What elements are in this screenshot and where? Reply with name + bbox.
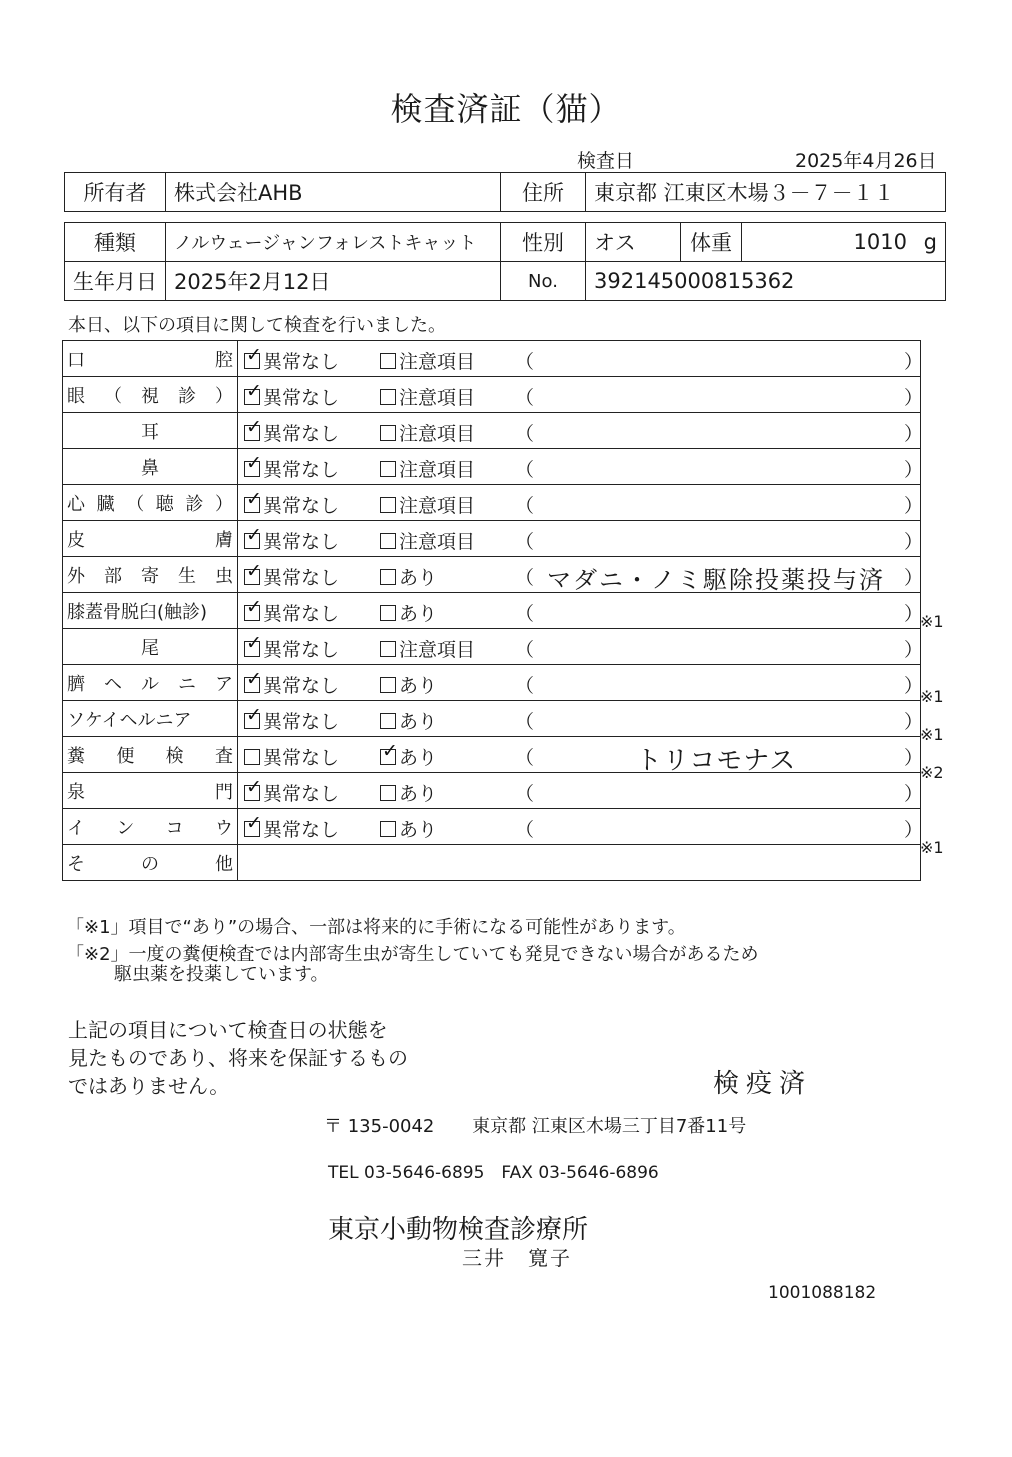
option-abnormal-label: 注意項目 — [399, 531, 476, 553]
checkbox-icon[interactable] — [244, 785, 260, 801]
item-name-char: 腔 — [215, 349, 233, 371]
item-name-char: 尾 — [141, 637, 159, 659]
inspection-date: 2025年4月26日 — [795, 150, 937, 172]
item-name-char: 便 — [116, 745, 135, 767]
clinic-address-line — [324, 1112, 746, 1138]
footnote-mark: ※1 — [920, 838, 944, 858]
option-normal-label: 異常なし — [263, 459, 340, 481]
item-body — [238, 773, 924, 809]
no-value: 392145000815362 — [586, 262, 946, 301]
inspection-row — [63, 701, 921, 737]
close-paren: ） — [904, 531, 924, 553]
option-normal[interactable] — [244, 527, 339, 554]
item-name-text — [67, 598, 233, 624]
item-name-char: 虫 — [215, 565, 233, 587]
inspection-row — [63, 809, 921, 845]
option-abnormal[interactable] — [380, 347, 475, 374]
item-name-char: ） — [215, 385, 233, 407]
item-name-text — [67, 490, 233, 516]
option-normal[interactable] — [244, 779, 339, 806]
close-paren: ） — [904, 423, 924, 445]
item-name-char: 臓 — [96, 493, 115, 515]
option-normal-label: 異常なし — [263, 567, 340, 589]
option-normal-label: 異常なし — [263, 603, 340, 625]
item-name-char: イ — [67, 817, 85, 839]
weight-label: 体重 — [681, 223, 742, 262]
close-paren: ） — [904, 387, 924, 409]
option-normal-label: 異常なし — [263, 351, 340, 373]
checkbox-icon[interactable] — [380, 389, 396, 405]
checkbox-icon[interactable] — [244, 461, 260, 477]
other-label-text — [67, 850, 233, 876]
item-name-char: ル — [141, 673, 159, 695]
item-name-text — [67, 742, 233, 768]
item-name — [63, 341, 238, 377]
item-name-char: ヘ — [104, 673, 122, 695]
option-normal[interactable] — [244, 599, 339, 626]
option-abnormal[interactable] — [380, 779, 437, 806]
inspection-date-label: 検査日 — [577, 150, 635, 172]
item-name-char: ウ — [214, 817, 233, 839]
item-name-text — [67, 418, 233, 444]
checkbox-icon[interactable] — [380, 641, 396, 657]
item-name-char: 査 — [214, 745, 233, 767]
inspection-row — [63, 485, 921, 521]
sex-value: オス — [586, 223, 681, 262]
option-abnormal-label: あり — [399, 567, 438, 589]
open-paren: （ — [515, 603, 535, 625]
item-name-char: 臍 — [67, 673, 85, 695]
item-name-char: 糞 — [67, 745, 85, 767]
item-name-text — [67, 346, 233, 372]
option-normal[interactable] — [244, 707, 339, 734]
open-paren: （ — [515, 711, 535, 733]
inspection-row-other — [63, 845, 921, 881]
inspection-row — [63, 665, 921, 701]
option-abnormal-label: あり — [399, 711, 438, 733]
checkbox-icon[interactable] — [244, 533, 260, 549]
item-name-char: コ — [165, 817, 184, 839]
item-name-char: 検 — [165, 745, 184, 767]
option-normal-label: 異常なし — [263, 711, 340, 733]
item-body — [238, 449, 924, 485]
option-abnormal[interactable] — [380, 599, 437, 626]
item-name-char: ） — [214, 493, 233, 515]
item-name — [63, 557, 238, 593]
checkbox-icon[interactable] — [244, 641, 260, 657]
item-name-char: （ — [126, 493, 145, 515]
item-name-char: 診 — [178, 385, 196, 407]
item-name-text — [67, 634, 233, 660]
option-abnormal-label: あり — [399, 603, 438, 625]
item-name-char: そ — [67, 853, 85, 875]
address-value: 東京都 江東区木場３－７－１１ — [586, 173, 946, 212]
item-name-text — [67, 706, 233, 732]
weight-unit: g — [923, 230, 937, 254]
item-name-text — [67, 526, 233, 552]
option-normal-label: 異常なし — [263, 819, 340, 841]
item-name-text — [67, 814, 233, 840]
item-name-char: 膚 — [215, 529, 233, 551]
option-normal[interactable] — [244, 635, 339, 662]
item-name-char: 門 — [215, 781, 233, 803]
disclaimer-line: ではありません。 — [68, 1074, 230, 1098]
option-abnormal-label: 注意項目 — [399, 495, 476, 517]
quarantine-stamp: 検疫済 — [713, 1069, 813, 1099]
serial-number: 1001088182 — [768, 1283, 877, 1303]
owner-table — [64, 172, 946, 212]
open-paren: （ — [515, 675, 535, 697]
checkbox-icon[interactable] — [380, 353, 396, 369]
option-normal-label: 異常なし — [263, 531, 340, 553]
item-body — [238, 377, 924, 413]
birth-label: 生年月日 — [65, 262, 166, 301]
weight-value: 1010 — [853, 230, 907, 254]
inspection-row — [63, 737, 921, 773]
close-paren: ） — [904, 603, 924, 625]
checkbox-icon[interactable] — [380, 497, 396, 513]
item-comment: マダニ・ノミ駆除投薬投与済 — [547, 566, 885, 594]
option-normal-label: 異常なし — [263, 387, 340, 409]
checkbox-icon[interactable] — [244, 497, 260, 513]
option-abnormal-label: あり — [399, 747, 438, 769]
item-body — [238, 665, 924, 701]
checkbox-icon[interactable] — [380, 749, 396, 765]
close-paren: ） — [904, 639, 924, 661]
option-abnormal[interactable] — [380, 491, 475, 518]
intro-text: 本日、以下の項目に関して検査を行いました。 — [68, 315, 446, 336]
option-abnormal[interactable] — [380, 563, 437, 590]
item-body — [238, 485, 924, 521]
close-paren: ） — [904, 711, 924, 733]
item-name-char: 生 — [178, 565, 196, 587]
option-abnormal[interactable] — [380, 671, 437, 698]
item-name-char: 心 — [67, 493, 85, 515]
item-body — [238, 701, 924, 737]
option-abnormal-label: あり — [399, 675, 438, 697]
option-abnormal-label: 注意項目 — [399, 639, 476, 661]
item-name — [63, 701, 238, 737]
birth-value: 2025年2月12日 — [166, 262, 501, 301]
footnote-mark: ※1 — [920, 687, 944, 707]
close-paren: ） — [904, 783, 924, 805]
option-abnormal-label: 注意項目 — [399, 387, 476, 409]
checkbox-icon[interactable] — [244, 677, 260, 693]
open-paren: （ — [515, 351, 535, 373]
open-paren: （ — [515, 531, 535, 553]
checkbox-icon[interactable] — [244, 389, 260, 405]
checkbox-icon[interactable] — [244, 821, 260, 837]
weight-cell — [742, 223, 946, 262]
option-normal[interactable] — [244, 743, 339, 770]
option-normal[interactable] — [244, 419, 339, 446]
option-abnormal[interactable] — [380, 455, 475, 482]
pet-table — [64, 222, 946, 301]
item-name — [63, 809, 238, 845]
item-name-char: 口 — [67, 349, 85, 371]
open-paren: （ — [515, 423, 535, 445]
item-name-char: 寄 — [141, 565, 159, 587]
checkbox-icon[interactable] — [380, 785, 396, 801]
item-body — [238, 593, 924, 629]
item-name — [63, 629, 238, 665]
close-paren: ） — [904, 819, 924, 841]
no-label: No. — [501, 262, 586, 301]
open-paren: （ — [515, 567, 535, 589]
item-name-text — [67, 670, 233, 696]
footnote-mark: ※1 — [920, 725, 944, 744]
disclaimer — [68, 1016, 408, 1100]
item-name-text — [67, 778, 233, 804]
option-normal[interactable] — [244, 383, 339, 410]
inspection-row — [63, 521, 921, 557]
item-name — [63, 485, 238, 521]
clinic-postal: 〒 135-0042 — [324, 1116, 435, 1137]
inspection-row — [63, 413, 921, 449]
note-2-line1: 「※2」一度の糞便検査では内部寄生虫が寄生していても発見できない場合があるため — [66, 944, 759, 965]
option-normal[interactable] — [244, 455, 339, 482]
checkbox-icon[interactable] — [380, 713, 396, 729]
item-name — [63, 413, 238, 449]
option-normal-label: 異常なし — [263, 639, 340, 661]
item-name-char: 外 — [67, 565, 85, 587]
item-name — [63, 737, 238, 773]
item-name-char: 膝蓋骨脱臼(触診) — [67, 601, 208, 623]
document-title: 検査済証（猫） — [390, 90, 622, 128]
item-name-text — [67, 454, 233, 480]
option-normal-label: 異常なし — [263, 747, 340, 769]
option-abnormal[interactable] — [380, 707, 437, 734]
checkbox-icon[interactable] — [380, 461, 396, 477]
item-name-char: 鼻 — [141, 457, 159, 479]
breed-value: ノルウェージャンフォレストキャット — [166, 223, 501, 262]
item-body — [238, 629, 924, 665]
checkbox-icon[interactable] — [380, 533, 396, 549]
inspection-row — [63, 629, 921, 665]
item-name — [63, 521, 238, 557]
item-name — [63, 593, 238, 629]
open-paren: （ — [515, 639, 535, 661]
option-normal[interactable] — [244, 671, 339, 698]
option-normal-label: 異常なし — [263, 423, 340, 445]
other-body — [238, 845, 921, 881]
inspection-row — [63, 557, 921, 593]
inspection-row — [63, 341, 921, 377]
footnote-mark: ※2 — [920, 762, 944, 782]
checkbox-icon[interactable] — [380, 677, 396, 693]
option-abnormal[interactable] — [380, 383, 475, 410]
option-abnormal[interactable] — [380, 527, 475, 554]
clinic-name: 東京小動物検査診療所 — [328, 1215, 589, 1245]
item-name-char: 視 — [141, 385, 159, 407]
note-2-line2: 駆虫薬を投薬しています。 — [114, 964, 329, 985]
checkbox-icon[interactable] — [244, 569, 260, 585]
option-normal-label: 異常なし — [263, 495, 340, 517]
item-body — [238, 737, 924, 776]
option-abnormal[interactable] — [380, 815, 437, 842]
item-body — [238, 341, 924, 377]
inspection-row — [63, 449, 921, 485]
checkbox-icon[interactable] — [380, 821, 396, 837]
item-name-char: 聴 — [155, 493, 174, 515]
item-body — [238, 413, 924, 449]
veterinarian-name: 三井 寛子 — [462, 1246, 572, 1270]
item-name — [63, 773, 238, 809]
item-name-char: 部 — [104, 565, 122, 587]
option-normal[interactable] — [244, 815, 339, 842]
owner-label: 所有者 — [65, 173, 166, 212]
item-name-char: 眼 — [67, 385, 85, 407]
open-paren: （ — [515, 747, 535, 769]
open-paren: （ — [515, 819, 535, 841]
option-normal[interactable] — [244, 491, 339, 518]
item-name-char: 診 — [185, 493, 204, 515]
item-name-char: 他 — [215, 853, 233, 875]
inspection-row — [63, 593, 921, 629]
option-normal[interactable] — [244, 563, 339, 590]
checkbox-icon[interactable] — [244, 605, 260, 621]
clinic-address: 東京都 江東区木場三丁目7番11号 — [472, 1116, 747, 1137]
address-label: 住所 — [501, 173, 586, 212]
option-normal[interactable] — [244, 347, 339, 374]
option-abnormal-label: あり — [399, 783, 438, 805]
item-name-char: の — [141, 853, 159, 875]
item-body — [238, 557, 924, 594]
item-name-text — [67, 382, 233, 408]
option-abnormal-label: 注意項目 — [399, 351, 476, 373]
close-paren: ） — [904, 495, 924, 517]
open-paren: （ — [515, 459, 535, 481]
option-abnormal-label: あり — [399, 819, 438, 841]
close-paren: ） — [904, 459, 924, 481]
close-paren: ） — [904, 747, 924, 769]
item-name — [63, 665, 238, 701]
disclaimer-line: 見たものであり、将来を保証するもの — [68, 1046, 408, 1070]
owner-value: 株式会社AHB — [166, 173, 501, 212]
option-abnormal[interactable] — [380, 635, 475, 662]
option-abnormal-label: 注意項目 — [399, 459, 476, 481]
note-1: 「※1」項目で“あり”の場合、一部は将来的に手術になる可能性があります。 — [66, 917, 686, 938]
item-name-char: ン — [116, 817, 135, 839]
inspection-row — [63, 773, 921, 809]
option-normal-label: 異常なし — [263, 783, 340, 805]
close-paren: ） — [904, 675, 924, 697]
item-name — [63, 377, 238, 413]
item-name-char: ソケイヘルニア — [67, 709, 192, 731]
item-name-char: 泉 — [67, 781, 85, 803]
item-body — [238, 809, 924, 845]
item-comment: トリコモナス — [635, 746, 797, 776]
clinic-tel-fax: TEL 03-5646-6895 FAX 03-5646-6896 — [328, 1163, 659, 1183]
checkbox-icon[interactable] — [244, 353, 260, 369]
item-body — [238, 521, 924, 557]
close-paren: ） — [904, 351, 924, 373]
item-name-text — [67, 562, 233, 588]
breed-label: 種類 — [65, 223, 166, 262]
other-label — [63, 845, 238, 881]
item-name-char: 皮 — [67, 529, 85, 551]
footnote-mark: ※1 — [920, 611, 944, 631]
item-name-char: ニ — [178, 673, 196, 695]
disclaimer-line: 上記の項目について検査日の状態を — [68, 1018, 388, 1042]
item-name-char: ア — [215, 673, 233, 695]
option-abnormal[interactable] — [380, 743, 437, 770]
close-paren: ） — [904, 567, 924, 589]
open-paren: （ — [515, 387, 535, 409]
checkbox-icon[interactable] — [380, 605, 396, 621]
item-name-char: 耳 — [141, 421, 159, 443]
checkbox-icon[interactable] — [244, 425, 260, 441]
inspection-table — [62, 340, 924, 881]
checkbox-icon[interactable] — [244, 749, 260, 765]
option-abnormal[interactable] — [380, 419, 475, 446]
open-paren: （ — [515, 495, 535, 517]
checkbox-icon[interactable] — [380, 425, 396, 441]
sex-label: 性別 — [501, 223, 586, 262]
item-name-char: （ — [104, 385, 122, 407]
checkbox-icon[interactable] — [244, 713, 260, 729]
option-normal-label: 異常なし — [263, 675, 340, 697]
option-abnormal-label: 注意項目 — [399, 423, 476, 445]
open-paren: （ — [515, 783, 535, 805]
item-name — [63, 449, 238, 485]
checkbox-icon[interactable] — [380, 569, 396, 585]
inspection-row — [63, 377, 921, 413]
